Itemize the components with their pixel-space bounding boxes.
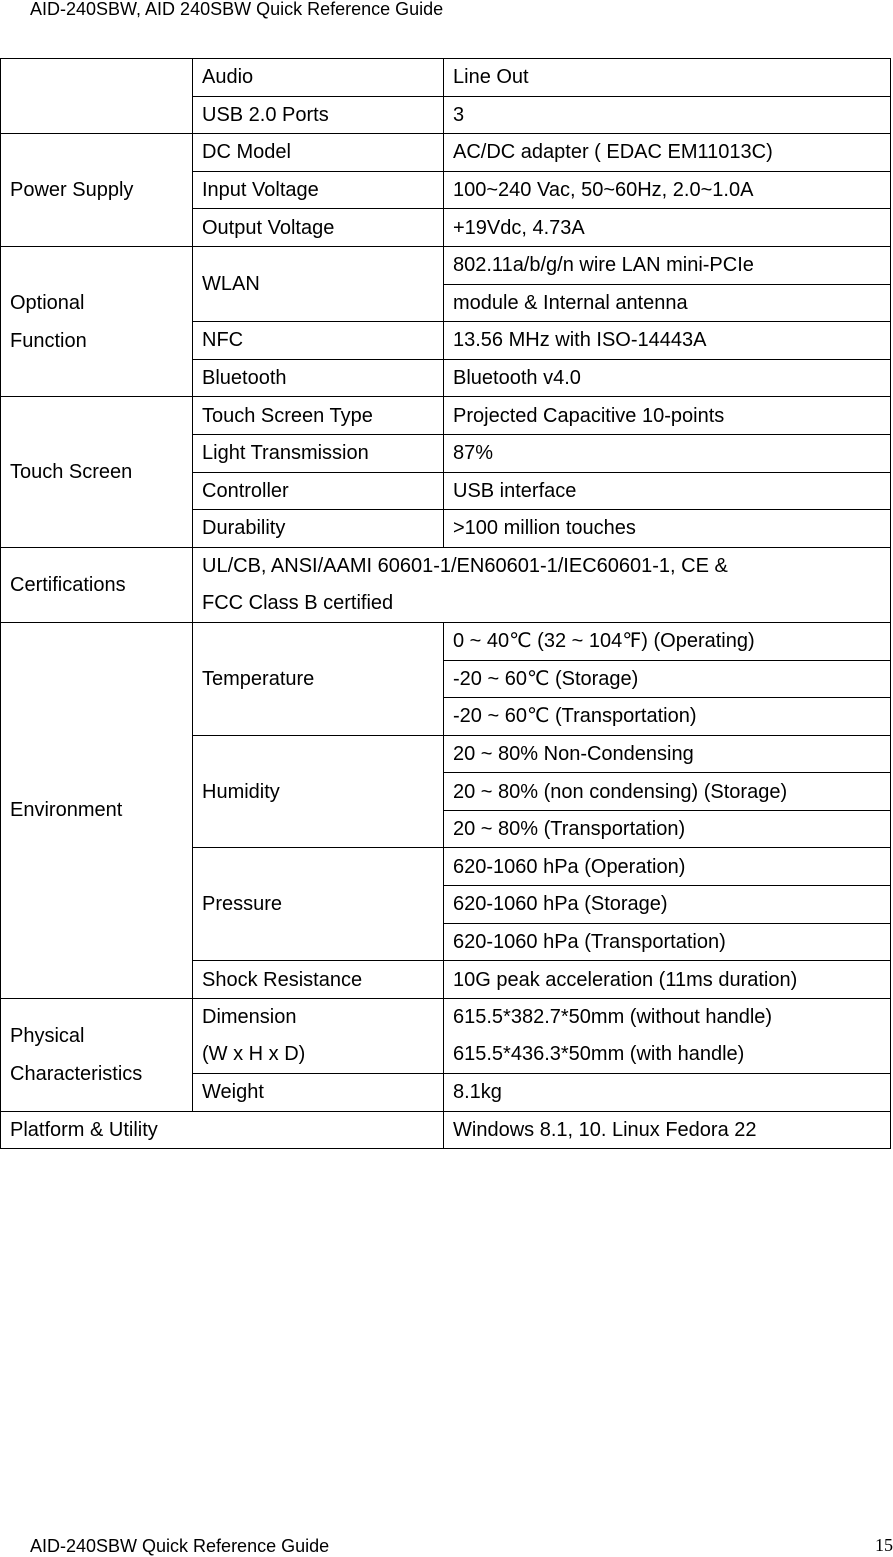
- spec-value: FCC Class B certified: [193, 585, 891, 623]
- spec-value: module & Internal antenna: [444, 284, 891, 322]
- category-environment: Environment: [1, 622, 193, 998]
- spec-label: Dimension: [193, 998, 444, 1036]
- category-line: Function: [10, 329, 87, 352]
- spec-value: 8.1kg: [444, 1074, 891, 1112]
- spec-label: Input Voltage: [193, 171, 444, 209]
- spec-label: Controller: [193, 472, 444, 510]
- table-row: [1, 622, 891, 660]
- spec-value: 87%: [444, 434, 891, 472]
- spec-label: WLAN: [193, 246, 444, 321]
- category-certifications: Certifications: [1, 547, 193, 622]
- spec-label: DC Model: [193, 134, 444, 172]
- category-power-supply: Power Supply: [1, 134, 193, 247]
- spec-value: 3: [444, 96, 891, 134]
- page-number: 15: [875, 1535, 893, 1555]
- spec-value: 13.56 MHz with ISO-14443A: [444, 322, 891, 360]
- spec-label: Temperature: [193, 622, 444, 735]
- spec-label: Humidity: [193, 735, 444, 848]
- spec-label: Shock Resistance: [193, 961, 444, 999]
- spec-value: -20 ~ 60℃ (Transportation): [444, 698, 891, 736]
- category-optional-function: [1, 246, 193, 396]
- spec-value: UL/CB, ANSI/AAMI 60601-1/EN60601-1/IEC60601-1, CE &: [193, 547, 891, 585]
- spec-label: Audio: [193, 59, 444, 97]
- spec-value: -20 ~ 60℃ (Storage): [444, 660, 891, 698]
- spec-label: Durability: [193, 510, 444, 548]
- category-line: Physical: [10, 1024, 85, 1047]
- spec-value: 615.5*436.3*50mm (with handle): [444, 1036, 891, 1074]
- spec-label: (W x H x D): [193, 1036, 444, 1074]
- spec-label: NFC: [193, 322, 444, 360]
- spec-label: Platform & Utility: [1, 1111, 444, 1149]
- spec-value: 620-1060 hPa (Transportation): [444, 923, 891, 961]
- spec-value: 10G peak acceleration (11ms duration): [444, 961, 891, 999]
- table-row: [1, 246, 891, 284]
- spec-value: >100 million touches: [444, 510, 891, 548]
- spec-label: Bluetooth: [193, 359, 444, 397]
- table-row: [1, 998, 891, 1036]
- empty-category-cell: [1, 59, 193, 134]
- page-header: AID-240SBW, AID 240SBW Quick Reference Guide: [30, 0, 444, 19]
- spec-value: AC/DC adapter ( EDAC EM11013C): [444, 134, 891, 172]
- spec-value: Line Out: [444, 59, 891, 97]
- spec-value: 620-1060 hPa (Storage): [444, 886, 891, 924]
- spec-value: Bluetooth v4.0: [444, 359, 891, 397]
- spec-label: Output Voltage: [193, 209, 444, 247]
- spec-value: 20 ~ 80% Non-Condensing: [444, 735, 891, 773]
- category-physical: [1, 998, 193, 1111]
- category-line: Optional: [10, 291, 85, 314]
- spec-value: 20 ~ 80% (Transportation): [444, 810, 891, 848]
- table-row: [1, 1111, 891, 1149]
- spec-value: 0 ~ 40℃ (32 ~ 104℉) (Operating): [444, 622, 891, 660]
- spec-value: +19Vdc, 4.73A: [444, 209, 891, 247]
- spec-table: [0, 58, 891, 1149]
- spec-label: Touch Screen Type: [193, 397, 444, 435]
- table-row: [1, 547, 891, 585]
- page-footer: AID-240SBW Quick Reference Guide: [30, 1536, 330, 1556]
- table-row: [1, 397, 891, 435]
- spec-value: 20 ~ 80% (non condensing) (Storage): [444, 773, 891, 811]
- category-touch-screen: Touch Screen: [1, 397, 193, 547]
- spec-label: Light Transmission: [193, 434, 444, 472]
- spec-value: 620-1060 hPa (Operation): [444, 848, 891, 886]
- spec-label: Pressure: [193, 848, 444, 961]
- spec-value: 802.11a/b/g/n wire LAN mini-PCIe: [444, 246, 891, 284]
- spec-value: Projected Capacitive 10-points: [444, 397, 891, 435]
- spec-value: Windows 8.1, 10. Linux Fedora 22: [444, 1111, 891, 1149]
- table-row: [1, 134, 891, 172]
- category-line: Characteristics: [10, 1062, 143, 1085]
- spec-value: 100~240 Vac, 50~60Hz, 2.0~1.0A: [444, 171, 891, 209]
- spec-value: 615.5*382.7*50mm (without handle): [444, 998, 891, 1036]
- spec-label: Weight: [193, 1074, 444, 1112]
- spec-label: USB 2.0 Ports: [193, 96, 444, 134]
- table-row: [1, 59, 891, 97]
- spec-value: USB interface: [444, 472, 891, 510]
